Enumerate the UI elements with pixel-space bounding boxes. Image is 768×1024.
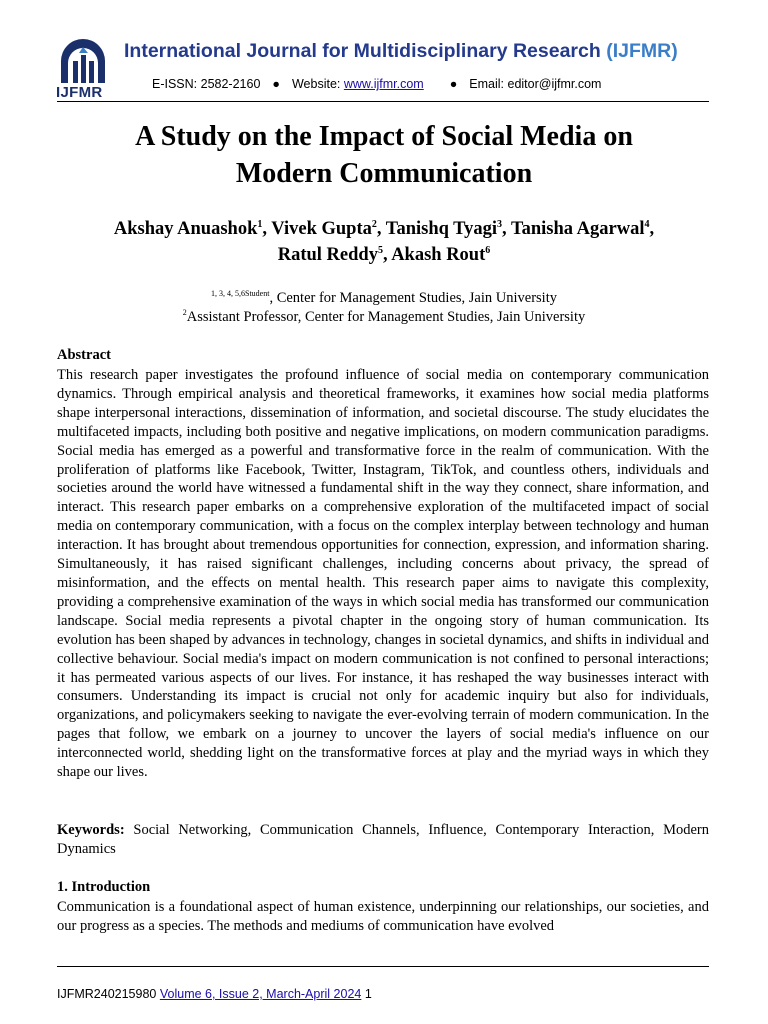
affiliation-2-text: Assistant Professor, Center for Management Studies, Jain University: [186, 309, 586, 325]
abstract-heading: Abstract: [57, 347, 111, 363]
affiliation-1-text: , Center for Management Studies, Jain University: [269, 290, 557, 306]
affiliation-2: [57, 308, 711, 327]
paper-title-line-1: A Study on the Impact of Social Media on: [135, 121, 633, 152]
author-name: Tanishq Tyagi: [385, 219, 498, 239]
issn-text: E-ISSN: 2582-2160: [152, 77, 261, 91]
paper-title-line-2: Modern Communication: [235, 158, 533, 189]
author-sup: 2: [371, 218, 377, 230]
website-label: Website:: [291, 77, 341, 91]
author-list: Akshay Anuashok$^1$, Vivek Gupta$^2$, Tanishq Tyagi$^3$, Tanisha Agarwal$^4$, Ratul Reddy$^5$, Akash Rout$^6$: [113, 218, 655, 265]
email-text: Email: editor@ijfmr.com: [469, 77, 602, 91]
journal-name: [124, 40, 678, 63]
author-name: Akshay Anuashok: [113, 219, 258, 239]
author-name: Ratul Reddy: [277, 245, 378, 265]
logo-wordmark: IJFMR: [56, 84, 103, 101]
page-footer: [57, 987, 372, 1001]
website-link[interactable]: www.ijfmr.com: [343, 77, 424, 91]
keywords: [57, 821, 709, 859]
footer-doc-id: IJFMR240215980: [57, 987, 157, 1001]
introduction-heading: 1. Introduction: [57, 879, 151, 895]
journal-meta: [152, 77, 601, 91]
affiliation-1-sup: 1, 3, 4, 5,6Student: [211, 289, 270, 299]
footer-volume-link[interactable]: Volume 6, Issue 2, March-April 2024: [159, 987, 362, 1001]
author-sup: 5: [377, 244, 383, 256]
author-sup: 4: [644, 218, 650, 230]
affiliation-2-sup: 2: [182, 308, 187, 318]
keywords-label: Keywords:: [57, 822, 125, 838]
journal-name-text: International Journal for Multidisciplinary Research: [124, 40, 601, 62]
header-divider: [57, 101, 709, 102]
author-name: Tanisha Agarwal: [510, 219, 645, 239]
abstract-body: This research paper investigates the profound influence of social media on contemporary communication dynamics. Through empirical analysis and theoretical frameworks, it examines how social media platforms shape interpersonal interactions, dissemination of information, and societal discourse. The study elucidates the multifaceted impacts, including both positive and negative implications, on modern communication paradigms. Social media has emerged as a powerful and transformative force in the realm of communication. With the proliferation of platforms like Facebook, Twitter, Instagram, TikTok, and countless others, individuals and societies around the world have witnessed a fundamental shift in the way they connect, share information, and interact. This research paper embarks on a comprehensive exploration of the multifaceted impact of social media on contemporary communication, with a focus on the complex interplay between technology and human interaction. It has brought about tremendous opportunities for connection, expression, and information sharing. Simultaneously, it has raised significant challenges, including concerns about privacy, the spread of misinformation, and the effects on mental health. This research paper aims to navigate this complexity, providing a comprehensive examination of the ways in which social media has transformed our communication landscape. Social media represents a pivotal chapter in the ongoing story of human communication. Its evolution has been shaped by advances in technology, changes in societal dynamics, and shifts in individual and collective behaviour. Social media's impact on modern communication is not confined to personal interactions; it has permeated various aspects of our lives. For instance, it has reshaped the way businesses interact with consumers. Understanding its impact is crucial not only for academic inquiry but also for individuals, organizations, and policymakers seeking to navigate the ever-evolving terrain of modern communication. In the pages that follow, we embark on a journey to uncover the layers of social media's influence on our interconnected world, shedding light on the transformative forces at play and the myriad ways in which they shape our lives.: [57, 367, 709, 781]
author-name: Akash Rout: [391, 245, 486, 265]
author-sup: 6: [485, 244, 491, 256]
footer-page-number: 1: [364, 987, 372, 1001]
keywords-text: Social Networking, Communication Channels, Influence, Contemporary Interaction, Modern Dynamics: [57, 822, 709, 857]
journal-abbreviation: (IJFMR): [606, 40, 678, 62]
bullet-icon: ●: [449, 77, 458, 91]
introduction-body: Communication is a foundational aspect of human existence, underpinning our relationships, our societies, and our progress as a species. The methods and mediums of communication have evolved: [57, 899, 709, 934]
author-name: Vivek Gupta: [271, 219, 372, 239]
author-sup: 1: [257, 218, 263, 230]
footer-divider: [57, 966, 709, 967]
author-sup: 3: [497, 218, 503, 230]
affiliation-1: [57, 289, 711, 308]
paper-title: [57, 118, 711, 192]
bullet-icon: ●: [272, 77, 280, 91]
